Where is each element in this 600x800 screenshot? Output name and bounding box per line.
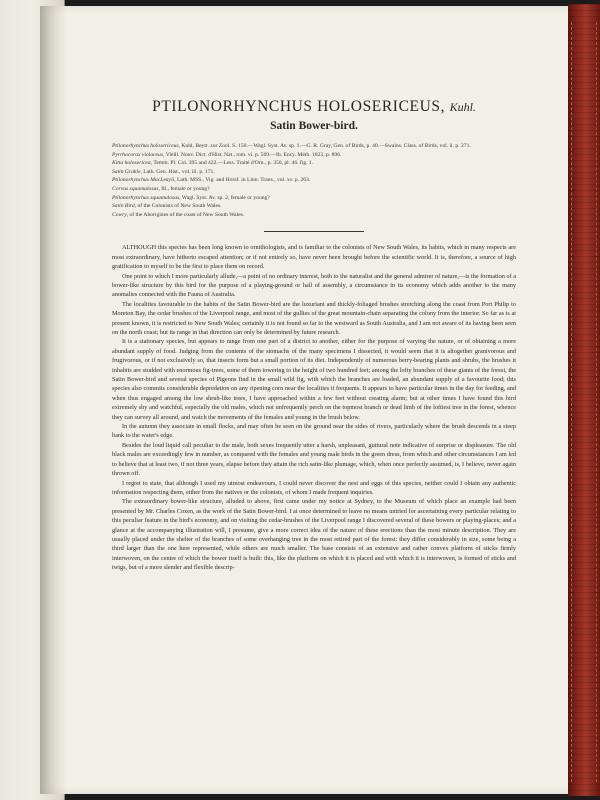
synonym-name: Ptilonorhynchus squamulosus, [112, 194, 181, 201]
paragraph: In the autumn they associate in small flocks, and may often be seen on the ground near the sides of rivers, particularly where the brush descends in a steep bank to the water's edge. [112, 423, 516, 440]
paragraph: One point to which I more particularly allude,—a point of no ordinary interest, both to the naturalist and the general admirer of nature,—is the formation of a bower-like structure by this bird for the purpose of a playing-ground or hall of assembly, a circumstance in its economy which adds another to the many anomalies connected with the Fauna of Australia. [112, 272, 516, 299]
synonym-reference: Ill., female or young? [161, 185, 210, 192]
book-binding-edge [568, 4, 600, 796]
synonym-name: Ptilonorhynchus MacLeayii, [112, 177, 176, 184]
synonym-entry [112, 202, 516, 211]
common-name: Satin Bower-bird. [270, 120, 358, 132]
synonym-reference: Lath. Gen. Hist., vol. iii. p. 171. [143, 168, 215, 175]
body-text [112, 243, 516, 572]
synonym-reference: Vieill. Nouv. Dict. d'Hist. Nat., tom. vi. p. 569.—Ib. Ency. Méth. 1823, p. 896. [165, 151, 342, 158]
synonym-entry [112, 142, 516, 151]
synonym-name: Kitta holosericea, [112, 160, 153, 167]
synonym-entry [112, 151, 516, 160]
paragraph: Besides the loud liquid call peculiar to the male, both sexes frequently utter a harsh, unpleasant, guttural note indicative of surprise or displeasure. The old black males are exceedingly few in number, as compared with the females and young male birds in the green dress, from which and other circumstances I am led to believe that at least two, if not three years, elapse before they attain the rich satin-like plumage, which, when once perfectly assumed, is, I believe, never again thrown off. [112, 441, 516, 478]
synonym-entry [112, 211, 516, 220]
synonym-entry [112, 185, 516, 194]
paragraph: It is a stationary species, but appears to range from one part of a district to another, either for the purpose of varying the nature, or of obtaining a more abundant supply of food. Judging from the contents of the stomachs of the many specimens I dissected, it would seem that it is altogether granivorous and frugivorous, or if not exclusively so, that insects form but a small portion of its diet. Independently of numerous berry-bearing plants and shrubs, the brushes it inhabits are studded with enormous fig-trees, some of them towering to the height of two hundred feet; among the lofty branches of these giants of the forest, the Satin Bower-bird and several species of Pigeons find in the small wild fig, with which the branches are loaded, an abundant supply of a favourite food; this species also commits considerable depredation on any ripening corn near the localities it frequents. It appears to have particular times in the day for feeding, and when thus engaged among the low shrub-like trees, I have approached within a few feet without creating alarm; but at other times I have found this bird extremely shy and watchful, especially the old males, which not unfrequently perch on the topmost branch or dead limb of the loftiest tree in the forest, whence they can survey all around, and watch the movements of the females and young in the brush below. [112, 338, 516, 421]
binding-tooling [571, 22, 597, 782]
paragraph: The localities favourable to the habits of the Satin Bower-bird are the luxuriant and thickly-foliaged brushes stretching along the coast from Port Philip to Moreton Bay, the cedar brushes of the Liverpool range, and most of the gullies of the great mountain-chain separating the colony from the interior. So far as is at present known, it is restricted to New South Wales; certainly it is not found so far to the westward as South Australia, and I am not aware of its having been seen on the north coast; but its range in that direction can only be determined by future research. [112, 300, 516, 336]
synonym-name: Pyrrhocorax violaceus, [112, 151, 165, 158]
book-page [40, 6, 568, 794]
section-divider [264, 231, 364, 232]
synonym-entry [112, 159, 516, 168]
synonymy-list [112, 142, 516, 219]
synonym-reference: Wagl. Syst. Av. sp. 2, female or young? [181, 194, 270, 201]
paragraph: ALTHOUGH this species has been long known to ornithologists, and is familiar to the colonists of New South Wales, its habits, which in many respects are most extraordinary, have hitherto escaped attention; or if not entirely so, have never been brought before the scientific world. It is, therefore, a source of high gratification to myself to be the first to place them on record. [112, 244, 516, 271]
synonym-reference: of the Colonists of New South Wales. [137, 203, 222, 210]
paragraph: The extraordinary bower-like structure, alluded to above, first came under my notice at Sydney, to the Museum of which place an example had been presented by Mr. Charles Coxen, as the work of the Satin Bower-bird. I at once determined to leave no means untried for ascertaining every particular relating to this peculiar feature in the bird's economy, and on visiting the cedar-brushes of the Liverpool range I discovered several of these bowers or playing-places; and a glance at the accompanying illustration will, I presume, give a more correct idea of the nature of these erections than the most minute description. They are usually placed under the shelter of the branches of some overhanging tree in the most retired part of the forest: they differ considerably in size, some being a third larger than the one here represented, while others are much smaller. The base consists of an extensive and rather convex platform of sticks firmly interwoven, on the centre of which the bower itself is built: this, like the platform on which it is placed and with which it is interwoven, is formed of sticks and twigs, but of a more slender and flexible descrip- [112, 498, 516, 572]
species-title [112, 98, 516, 116]
synonym-reference: Lath. MSS., Vig. and Horsf. in Linn. Trans., vol. xv. p. 263. [177, 177, 311, 184]
gutter-shadow [40, 6, 66, 794]
page-content [112, 98, 516, 573]
synonym-reference: of the Aborigines of the coast of New South Wales. [129, 211, 245, 218]
synonym-entry [112, 194, 516, 203]
synonym-entry [112, 176, 516, 185]
species-author: Kuhl. [449, 100, 476, 114]
synonym-entry [112, 168, 516, 177]
synonym-name: Satin Bird, [112, 203, 137, 210]
synonym-name: Ptilonorhynchus holosericeus, [112, 143, 180, 149]
synonym-reference: Kuhl, Beytr. zur Zool. S. 150.—Wagl. Syst. Av. sp. 1.—G. R. Gray, Gen. of Birds, p. 40.—Swains. Class. of Birds, vol. ii. p. 271. [181, 143, 471, 149]
species-name: PTILONORHYNCHUS HOLOSERICEUS, [152, 98, 446, 115]
synonym-name: Satin Grakle, [112, 168, 142, 175]
synonym-reference: Temm. Pl. Col. 395 and 422.—Less. Traité d'Orn., p. 350, pl. 46. fig. 1. [153, 160, 314, 167]
synonym-name: Cowry, [112, 211, 129, 218]
paragraph: I regret to state, that although I used my utmost endeavours, I could never discover the nest and eggs of this species, neither could I obtain any authentic information respecting them, either from the natives or the colonists, of whom I made frequent inquiries. [112, 479, 516, 496]
synonym-name: Corvus squamulosus, [112, 185, 160, 192]
